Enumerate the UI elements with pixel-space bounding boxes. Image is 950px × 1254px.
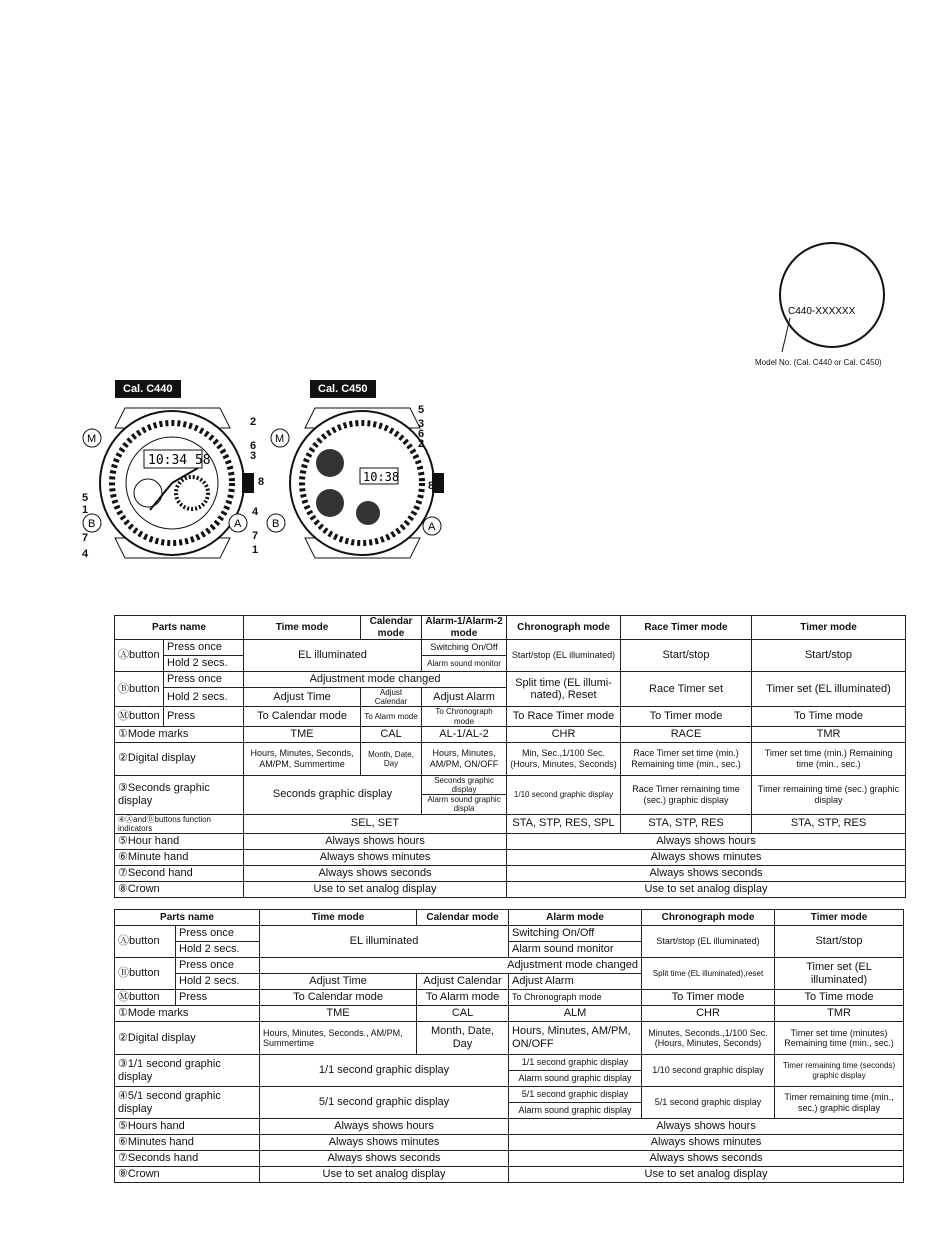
callout-4: 4 xyxy=(82,548,89,560)
adjust-alarm-cell: Adjust Alarm xyxy=(509,974,642,990)
a-button-cell: Ⓐbutton xyxy=(115,640,164,672)
timer-graphic-cell: Timer remaining time (sec.) graphic display xyxy=(752,775,906,814)
hold-2-secs-cell: Hold 2 secs. xyxy=(176,942,260,958)
to-chrono-cell: To Chronograph mode xyxy=(422,707,507,726)
callout-4: 4 xyxy=(252,506,259,518)
timer-b-cell: Timer set (EL illuminated) xyxy=(775,958,904,990)
adjust-time-cell: Adjust Time xyxy=(244,688,361,707)
digital-calendar-cell: Month, Date, Day xyxy=(417,1022,509,1055)
adjust-calendar-cell: Adjust Calendar xyxy=(361,688,422,707)
chrono-b-cell: Split time (EL illuminated),reset xyxy=(642,958,775,990)
adjustment-changed-cell: Adjustment mode changed xyxy=(244,672,507,688)
hour-hand-cell: ⑤Hour hand xyxy=(115,833,244,849)
header-timer-mode: Timer mode xyxy=(752,616,906,640)
mark-chr: CHR xyxy=(507,726,621,742)
callout-5: 5 xyxy=(82,492,89,504)
alarm-monitor-cell: Alarm sound monitor xyxy=(422,656,507,672)
header-time-mode: Time mode xyxy=(244,616,361,640)
watch-c440-drawing xyxy=(80,398,270,568)
chrono-five-second-cell: 5/1 second graphic display xyxy=(642,1087,775,1119)
watch-c440 xyxy=(80,380,270,565)
press-once-cell: Press once xyxy=(176,926,260,942)
hours-hand-other-cell: Always shows hours xyxy=(509,1119,904,1135)
b-button-cell: Ⓑbutton xyxy=(115,672,164,707)
spec-table-c440 xyxy=(114,615,906,898)
timer-one-second-cell: Timer remaining time (seconds) graphic display xyxy=(775,1055,904,1087)
to-time-cell: To Time mode xyxy=(775,990,904,1006)
mark-alm: ALM xyxy=(509,1006,642,1022)
model-code: C440-XXXXXX xyxy=(788,306,856,317)
callout-6: 6 xyxy=(418,428,425,440)
header-parts-name: Parts name xyxy=(115,910,260,926)
five-second-graphic-cell: ④5/1 second graphic display xyxy=(115,1087,260,1119)
m-button-cell: Ⓜbutton xyxy=(115,990,176,1006)
chrono-graphic-cell: 1/10 second graphic display xyxy=(507,775,621,814)
to-alarm-cell: To Alarm mode xyxy=(361,707,422,726)
adjust-alarm-cell: Adjust Alarm xyxy=(422,688,507,707)
spec-table-c450 xyxy=(114,909,904,1183)
switching-cell: Switching On/Off xyxy=(509,926,642,942)
b-button-label: B xyxy=(88,518,96,530)
header-time-mode: Time mode xyxy=(260,910,417,926)
minute-hand-time-cell: Always shows minutes xyxy=(244,849,507,865)
timer-b-cell: Timer set (EL illuminated) xyxy=(752,672,906,707)
hour-hand-time-cell: Always shows hours xyxy=(244,833,507,849)
digital-chrono-cell: Minutes, Seconds.,1/100 Sec. (Hours, Minutes, Seconds) xyxy=(642,1022,775,1055)
header-race-timer-mode: Race Timer mode xyxy=(621,616,752,640)
hours-hand-time-cell: Always shows hours xyxy=(260,1119,509,1135)
model-caption: Model No. (Cal. C440 or Cal. C450) xyxy=(755,358,882,367)
digital-display-cell: ②Digital display xyxy=(115,1022,260,1055)
seconds-hand-time-cell: Always shows seconds xyxy=(260,1151,509,1167)
alarm-five-second-cell: 5/1 second graphic display xyxy=(509,1087,642,1103)
timer-a-cell: Start/stop xyxy=(775,926,904,958)
digital-timer-cell: Timer set time (minutes) Remaining time (min., sec.) xyxy=(775,1022,904,1055)
to-timer-cell: To Timer mode xyxy=(642,990,775,1006)
header-timer-mode: Timer mode xyxy=(775,910,904,926)
timer-five-second-cell: Timer remaining time (min., sec.) graphic display xyxy=(775,1087,904,1119)
callout-3: 3 xyxy=(250,450,257,462)
a-button-label: A xyxy=(428,521,436,533)
watch-digits: 10:38 xyxy=(363,470,400,484)
mark-tmr: TMR xyxy=(752,726,906,742)
mark-tmr: TMR xyxy=(775,1006,904,1022)
seconds-graphic-cell: ③Seconds graphic display xyxy=(115,775,244,814)
to-chrono-cell: To Chronograph mode xyxy=(509,990,642,1006)
header-parts-name: Parts name xyxy=(115,616,244,640)
crown-cell: ⑧Crown xyxy=(115,1167,260,1183)
minute-hand-other-cell: Always shows minutes xyxy=(507,849,906,865)
mark-cal: CAL xyxy=(417,1006,509,1022)
to-time-cell: To Time mode xyxy=(752,707,906,726)
switching-cell: Switching On/Off xyxy=(422,640,507,656)
cal-label: Cal. C450 xyxy=(310,380,376,398)
chrono-b-cell: Split time (EL illumi-nated), Reset xyxy=(507,672,621,707)
digital-chrono-cell: Min, Sec.,1/100 Sec. (Hours, Minutes, Seconds) xyxy=(507,742,621,775)
alarm-sound-graphic-cell: Alarm sound graphic display xyxy=(509,1071,642,1087)
to-timer-cell: To Timer mode xyxy=(621,707,752,726)
timer-a-cell: Start/stop xyxy=(752,640,906,672)
callout-2: 2 xyxy=(418,438,425,450)
adjust-time-cell: Adjust Time xyxy=(260,974,417,990)
mode-marks-cell: ①Mode marks xyxy=(115,726,244,742)
press-cell: Press xyxy=(164,707,244,726)
digital-race-cell: Race Timer set time (min.) Remaining time (min., sec.) xyxy=(621,742,752,775)
press-once-cell: Press once xyxy=(164,640,244,656)
function-indicators-cell: ④ⒶandⒷbuttons function indicators xyxy=(115,814,244,833)
header-alarm-mode: Alarm mode xyxy=(509,910,642,926)
second-hand-time-cell: Always shows seconds xyxy=(244,865,507,881)
callout-2: 2 xyxy=(250,416,257,428)
callout-1: 1 xyxy=(252,544,259,556)
b-button-label: B xyxy=(272,518,280,530)
callout-3: 3 xyxy=(418,418,425,430)
timer-indicators-cell: STA, STP, RES xyxy=(752,814,906,833)
mark-tme: TME xyxy=(260,1006,417,1022)
m-button-label: M xyxy=(87,433,97,445)
one-second-graphic-cell: ③1/1 second graphic display xyxy=(115,1055,260,1087)
a-button-cell: Ⓐbutton xyxy=(115,926,176,958)
seconds-hand-cell: ⑦Seconds hand xyxy=(115,1151,260,1167)
header-alarm-mode: Alarm-1/Alarm-2 mode xyxy=(422,616,507,640)
to-calendar-cell: To Calendar mode xyxy=(260,990,417,1006)
mark-cal: CAL xyxy=(361,726,422,742)
digital-time-cell: Hours, Minutes, Seconds., AM/PM, Summertime xyxy=(260,1022,417,1055)
race-indicators-cell: STA, STP, RES xyxy=(621,814,752,833)
mode-marks-cell: ①Mode marks xyxy=(115,1006,260,1022)
chrono-indicators-cell: STA, STP, RES, SPL xyxy=(507,814,621,833)
crown-other-cell: Use to set analog display xyxy=(509,1167,904,1183)
b-button-cell: Ⓑbutton xyxy=(115,958,176,990)
callout-5: 5 xyxy=(418,404,425,416)
alarm-seconds-graphic-cell: Seconds graphic display xyxy=(422,775,507,794)
digital-time-cell: Hours, Minutes, Seconds, AM/PM, Summertime xyxy=(244,742,361,775)
crown-time-cell: Use to set analog display xyxy=(260,1167,509,1183)
cal-label: Cal. C440 xyxy=(115,380,181,398)
sel-set-cell: SEL, SET xyxy=(244,814,507,833)
minutes-hand-other-cell: Always shows minutes xyxy=(509,1135,904,1151)
minutes-hand-cell: ⑥Minutes hand xyxy=(115,1135,260,1151)
minute-hand-cell: ⑥Minute hand xyxy=(115,849,244,865)
model-number-callout xyxy=(740,240,940,380)
chrono-a-cell: Start/stop (EL illuminated) xyxy=(507,640,621,672)
mark-al: AL-1/AL-2 xyxy=(422,726,507,742)
second-hand-cell: ⑦Second hand xyxy=(115,865,244,881)
hold-2-secs-cell: Hold 2 secs. xyxy=(164,656,244,672)
one-second-graphic-display-cell: 1/1 second graphic display xyxy=(260,1055,509,1087)
watch-digits: 10:34 58 xyxy=(148,453,211,468)
watch-c450 xyxy=(252,380,450,565)
to-calendar-cell: To Calendar mode xyxy=(244,707,361,726)
alarm-sound-graphic-cell: Alarm sound graphic display xyxy=(509,1103,642,1119)
digital-alarm-cell: Hours, Minutes, AM/PM, ON/OFF xyxy=(509,1022,642,1055)
header-chronograph-mode: Chronograph mode xyxy=(507,616,621,640)
callout-8: 8 xyxy=(258,476,265,488)
chrono-a-cell: Start/stop (EL illuminated) xyxy=(642,926,775,958)
adjust-calendar-cell: Adjust Calendar xyxy=(417,974,509,990)
race-graphic-cell: Race Timer remaining time (sec.) graphic display xyxy=(621,775,752,814)
el-illuminated-cell: EL illuminated xyxy=(260,926,509,958)
digital-timer-cell: Timer set time (min.) Remaining time (min., sec.) xyxy=(752,742,906,775)
race-b-cell: Race Timer set xyxy=(621,672,752,707)
callout-6: 6 xyxy=(250,440,257,452)
chrono-tenth-cell: 1/10 second graphic display xyxy=(642,1055,775,1087)
mark-tme: TME xyxy=(244,726,361,742)
second-hand-other-cell: Always shows seconds xyxy=(507,865,906,881)
adjustment-changed-cell: Adjustment mode changed xyxy=(260,958,642,974)
crown-time-cell: Use to set analog display xyxy=(244,881,507,897)
digital-display-cell: ②Digital display xyxy=(115,742,244,775)
hold-2-secs-cell: Hold 2 secs. xyxy=(176,974,260,990)
callout-7: 7 xyxy=(82,532,89,544)
caseback-diagram xyxy=(740,240,940,358)
to-race-cell: To Race Timer mode xyxy=(507,707,621,726)
minutes-hand-time-cell: Always shows minutes xyxy=(260,1135,509,1151)
hour-hand-other-cell: Always shows hours xyxy=(507,833,906,849)
crown-other-cell: Use to set analog display xyxy=(507,881,906,897)
m-button-cell: Ⓜbutton xyxy=(115,707,164,726)
header-calendar-mode: Calendar mode xyxy=(361,616,422,640)
el-illuminated-cell: EL illuminated xyxy=(244,640,422,672)
press-cell: Press xyxy=(176,990,260,1006)
m-button-label: M xyxy=(275,433,285,445)
to-alarm-cell: To Alarm mode xyxy=(417,990,509,1006)
press-once-cell: Press once xyxy=(164,672,244,688)
header-calendar-mode: Calendar mode xyxy=(417,910,509,926)
callout-8: 8 xyxy=(428,480,435,492)
race-a-cell: Start/stop xyxy=(621,640,752,672)
alarm-sound-graphic-cell: Alarm sound graphic displa xyxy=(422,795,507,814)
alarm-one-second-cell: 1/1 second graphic display xyxy=(509,1055,642,1071)
seconds-graphic-display-cell: Seconds graphic display xyxy=(244,775,422,814)
digital-alarm-cell: Hours, Minutes, AM/PM, ON/OFF xyxy=(422,742,507,775)
five-second-graphic-display-cell: 5/1 second graphic display xyxy=(260,1087,509,1119)
hold-2-secs-cell: Hold 2 secs. xyxy=(164,688,244,707)
header-chronograph-mode: Chronograph mode xyxy=(642,910,775,926)
callout-7: 7 xyxy=(252,530,259,542)
crown-cell: ⑧Crown xyxy=(115,881,244,897)
hours-hand-cell: ⑤Hours hand xyxy=(115,1119,260,1135)
mark-chr: CHR xyxy=(642,1006,775,1022)
a-button-label: A xyxy=(234,518,242,530)
alarm-monitor-cell: Alarm sound monitor xyxy=(509,942,642,958)
digital-calendar-cell: Month, Date, Day xyxy=(361,742,422,775)
press-once-cell: Press once xyxy=(176,958,260,974)
callout-1: 1 xyxy=(82,504,89,516)
seconds-hand-other-cell: Always shows seconds xyxy=(509,1151,904,1167)
mark-race: RACE xyxy=(621,726,752,742)
